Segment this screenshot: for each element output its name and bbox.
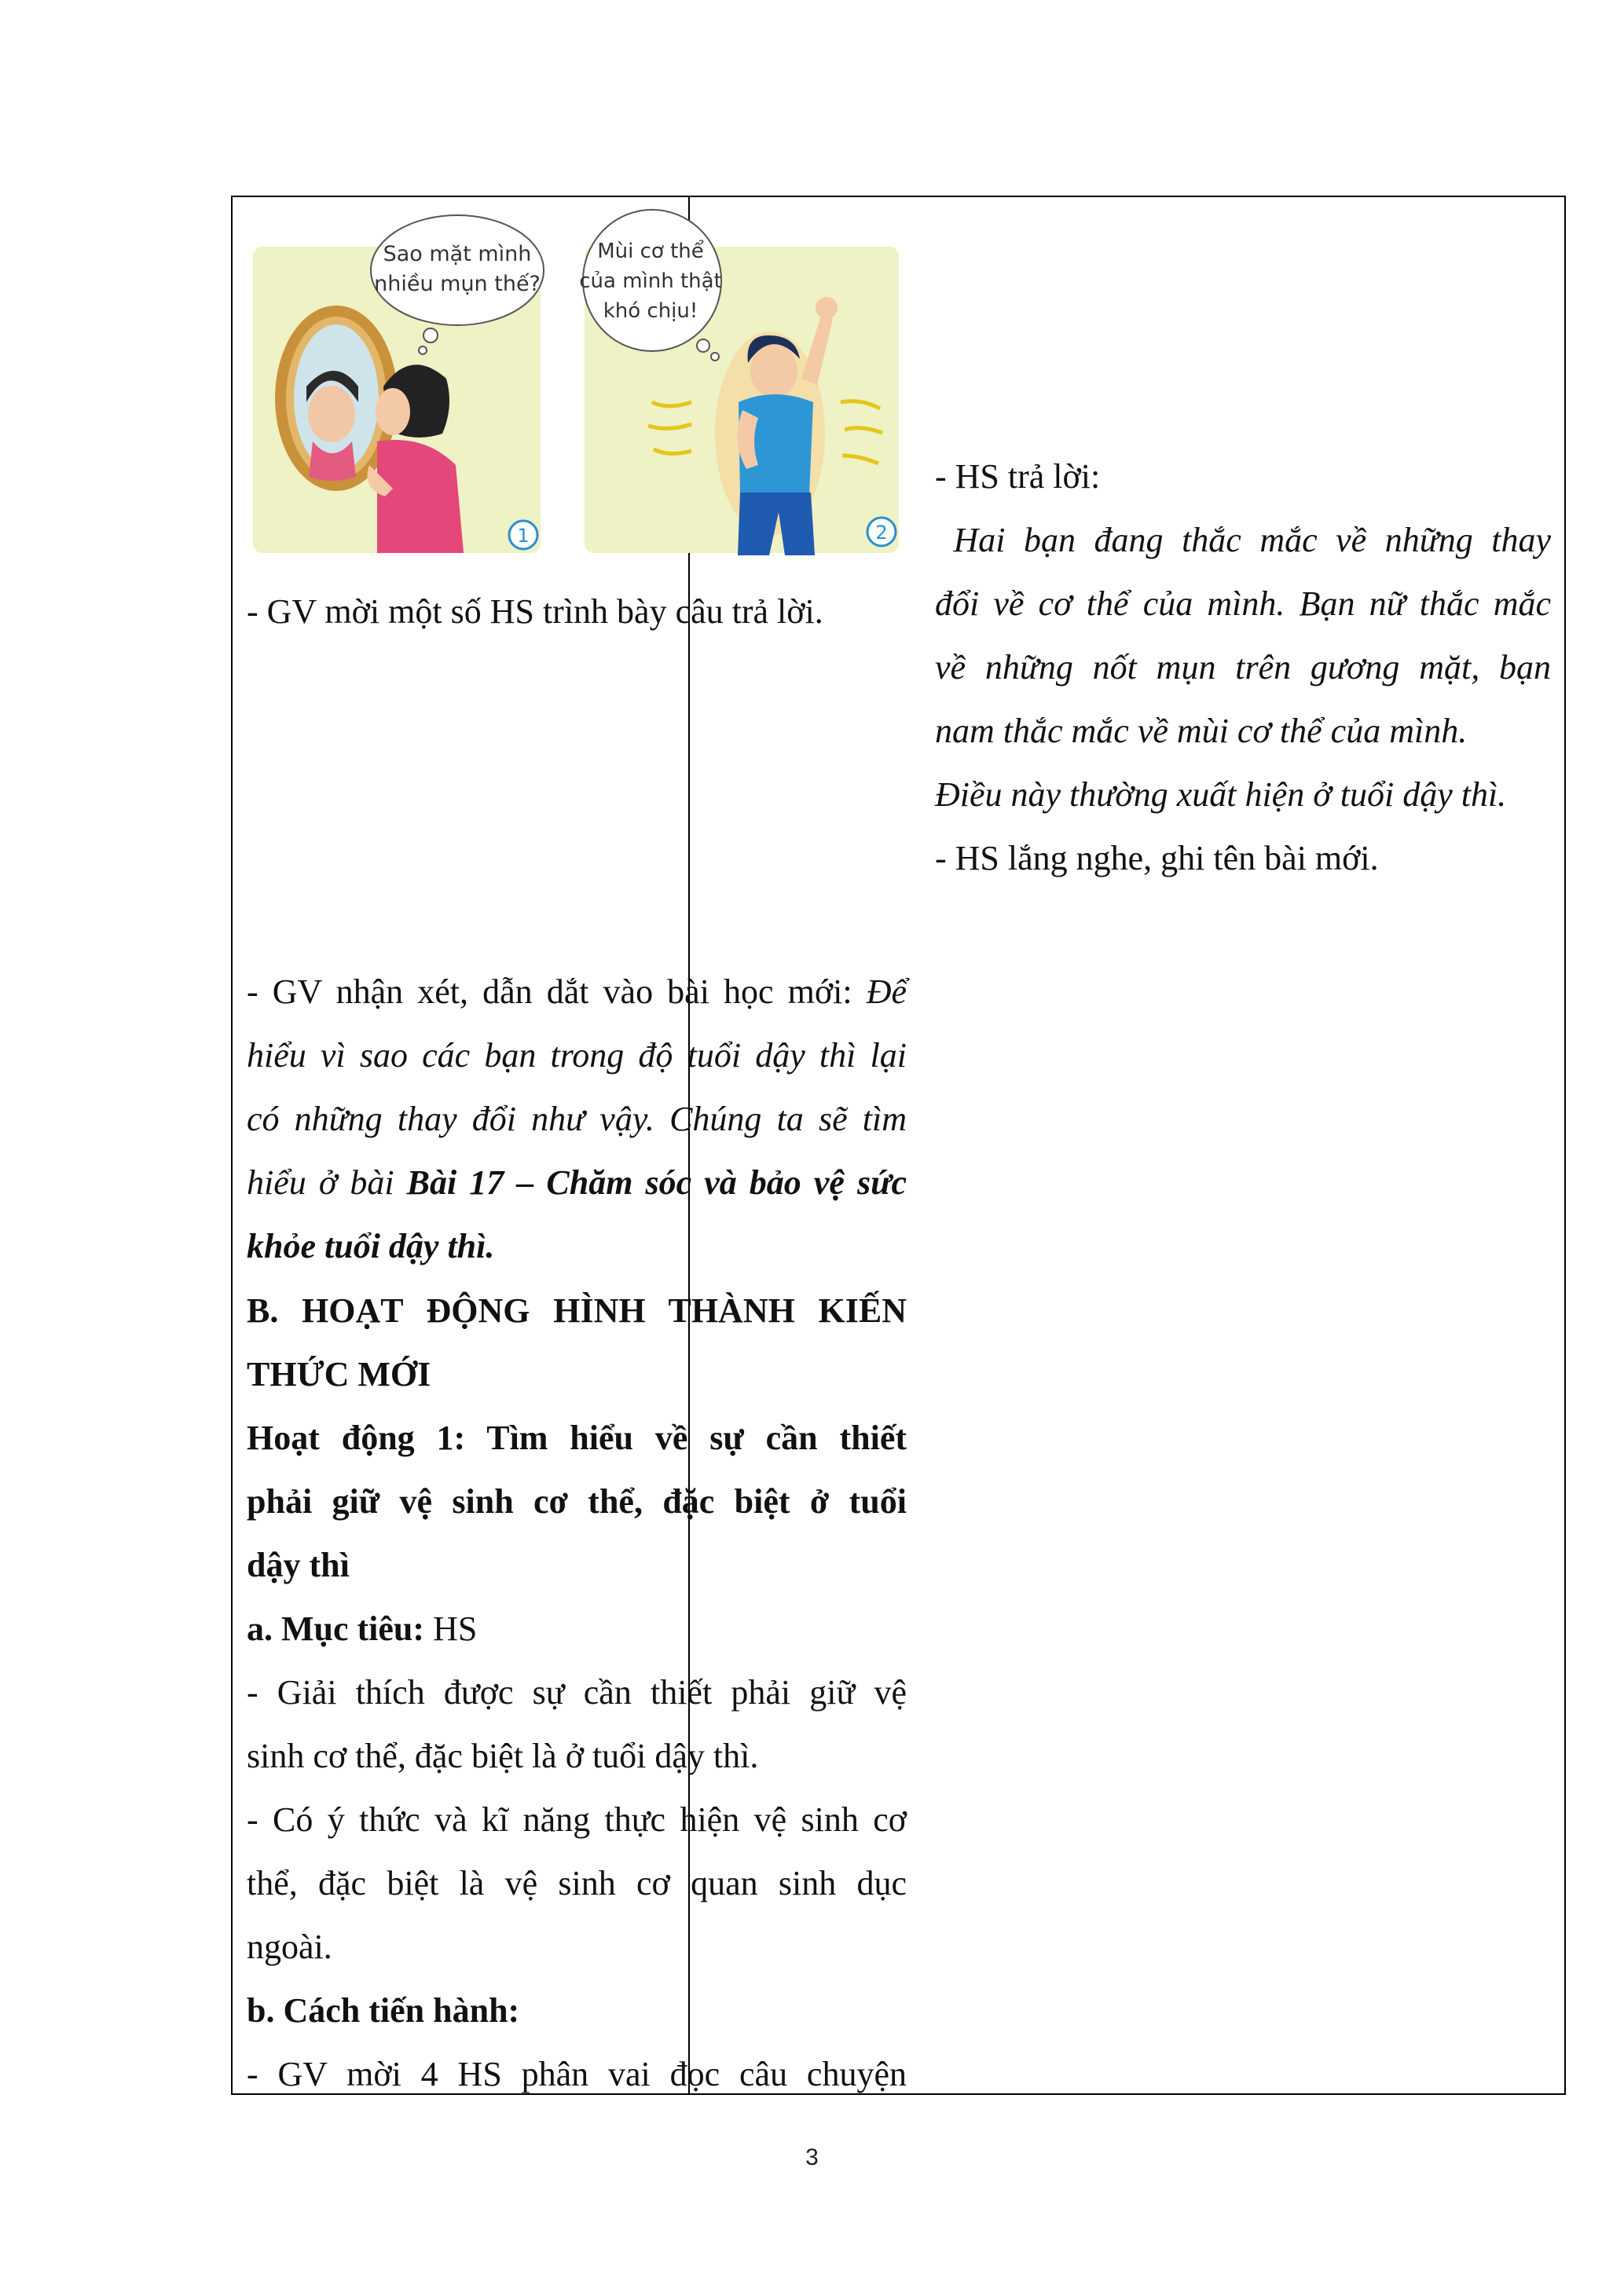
svg-text:2: 2 — [875, 522, 888, 544]
svg-text:1: 1 — [517, 525, 530, 547]
gv-comment-line-1: - GV nhận xét, dẫn dắt vào bài học mới: Để — [247, 972, 907, 1011]
procedure-first-line: - GV mời 4 HS phân vai đọc câu chuyện — [247, 2055, 907, 2093]
hs-listen-text: - HS lắng nghe, ghi tên bài mới. — [935, 839, 1379, 877]
puberty-illustration — [251, 206, 900, 559]
bubble-1-line-1: Sao mặt mình — [383, 242, 532, 266]
gv-invite-text: - GV mời một số HS trình bày câu trả lời. — [247, 592, 823, 631]
bubble-2-line-2: của mình thật — [579, 269, 722, 293]
objective-2-line-3: ngoài. — [247, 1928, 332, 1966]
objective-value: HS — [424, 1609, 478, 1648]
objective-line — [247, 1597, 907, 1661]
objective-1-line-2: sinh cơ thể, đặc biệt là ở tuổi dậy thì. — [247, 1737, 759, 1775]
gv-comment-line-4: hiểu ở bài Bài 17 – Chăm sóc và bảo vệ sức — [247, 1163, 907, 1202]
procedure-label: b. Cách tiến hành: — [247, 1991, 520, 2030]
answer-line-4: nam thắc mắc về mùi cơ thể của mình. — [935, 712, 1468, 750]
gv-comment-line-5: khỏe tuổi dậy thì. — [247, 1227, 495, 1265]
activity-1-line-1: Hoạt động 1: Tìm hiểu về sự cần thiết — [247, 1419, 907, 1457]
answer-line-2: đổi về cơ thể của mình. Bạn nữ thắc mắc — [935, 584, 1551, 623]
badge-2 — [867, 518, 896, 546]
hs-answer-label: - HS trả lời: — [935, 457, 1101, 496]
objective-2-line-1: - Có ý thức và kĩ năng thực hiện vệ sinh cơ — [247, 1800, 907, 1839]
objective-label: a. Mục tiêu: — [247, 1609, 425, 1648]
objective-2-line-2: thể, đặc biệt là vệ sinh cơ quan sinh dục — [247, 1864, 907, 1902]
page-number: 3 — [805, 2144, 819, 2170]
activity-1-line-3: dậy thì — [247, 1546, 350, 1584]
answer-line-3: về những nốt mụn trên gương mặt, bạn — [935, 648, 1551, 687]
bubble-2-line-1: Mùi cơ thể — [597, 240, 704, 263]
answer-line-5: Điều này thường xuất hiện ở tuổi dậy thì. — [935, 775, 1507, 814]
section-b-heading-line-2: THỨC MỚI — [247, 1355, 431, 1393]
section-b-heading-line-1: B. HOẠT ĐỘNG HÌNH THÀNH KIẾN — [247, 1291, 907, 1330]
objective-1-line-1: - Giải thích được sự cần thiết phải giữ vệ — [247, 1673, 907, 1712]
badge-1 — [509, 521, 537, 549]
answer-line-1: Hai bạn đang thắc mắc về những thay — [935, 521, 1551, 559]
bubble-2-line-3: khó chịu! — [603, 299, 698, 323]
gv-comment-line-2: hiểu vì sao các bạn trong độ tuổi dậy thì lại — [247, 1036, 907, 1075]
gv-comment-line-3: có những thay đổi như vậy. Chúng ta sẽ tìm — [247, 1100, 907, 1138]
bubble-1-line-2: nhiều mụn thế? — [374, 272, 541, 296]
activity-1-line-2: phải giữ vệ sinh cơ thể, đặc biệt ở tuổi — [247, 1482, 907, 1521]
